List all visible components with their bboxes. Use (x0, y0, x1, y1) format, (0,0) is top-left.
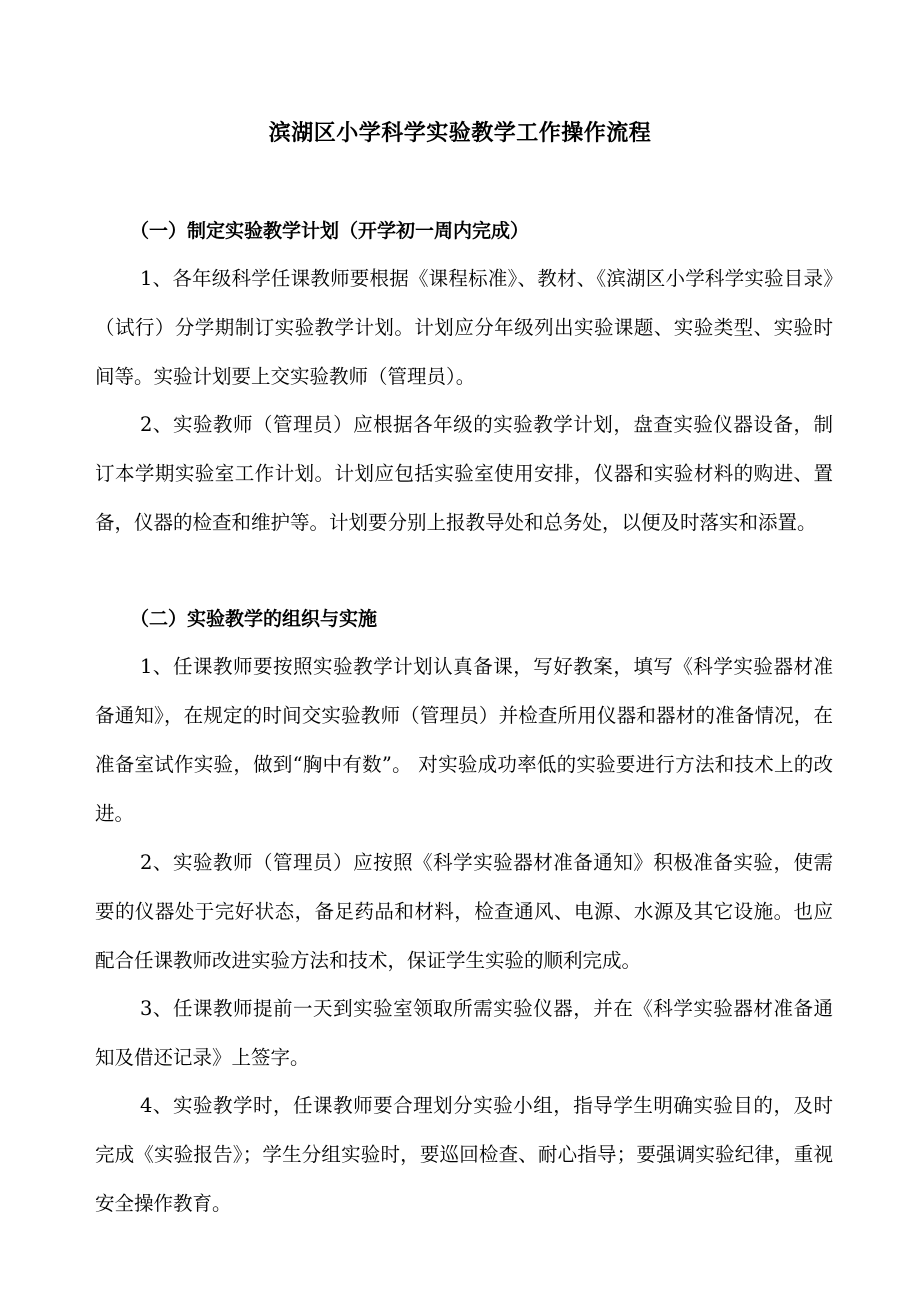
paragraph-implementation-4: 4、实验教学时，任课教师要合理划分实验小组，指导学生明确实验目的，及时完成《实验报告》；学生分组实验时，要巡回检查、耐心指导；要强调实验纪律，重视安全操作教育。 (95, 1094, 833, 1215)
paragraph-implementation-1: 1、任课教师要按照实验教学计划认真备课，写好教案，填写《科学实验器材准备通知》，在规定的时间交实验教师（管理员）并检查所用仪器和器材的准备情况，在准备室试作实验，做到“胸中有数”。 对实验成功率低的实验要进行方法和技术上的改进。 (95, 655, 833, 825)
paragraph-plan-1: 1、各年级科学任课教师要根据《课程标准》、教材、《滨湖区小学科学实验目录》（试行）分学期制订实验教学计划。计划应分年级列出实验课题、实验类型、实验时间等。实验计划要上交实验教师（管理员）。 (95, 267, 833, 388)
paragraph-plan-2: 2、实验教师（管理员）应根据各年级的实验教学计划，盘查实验仪器设备，制订本学期实验室工作计划。计划应包括实验室使用安排，仪器和实验材料的购进、置备，仪器的检查和维护等。计划要分别上报教导处和总务处，以便及时落实和添置。 (95, 413, 833, 534)
paragraph-implementation-2: 2、实验教师（管理员）应按照《科学实验器材准备通知》积极准备实验，使需要的仪器处于完好状态，备足药品和材料，检查通风、电源、水源及其它设施。也应配合任课教师改进实验方法和技术，保证学生实验的顺利完成。 (95, 851, 833, 972)
section-heading-plan: （一）制定实验教学计划（开学初一周内完成） (130, 220, 530, 242)
paragraph-implementation-3: 3、任课教师提前一天到实验室领取所需实验仪器，并在《科学实验器材准备通知及借还记录》上签字。 (95, 997, 833, 1069)
section-heading-implementation: （二）实验教学的组织与实施 (130, 608, 378, 630)
document-title: 滨湖区小学科学实验教学工作操作流程 (268, 120, 652, 146)
